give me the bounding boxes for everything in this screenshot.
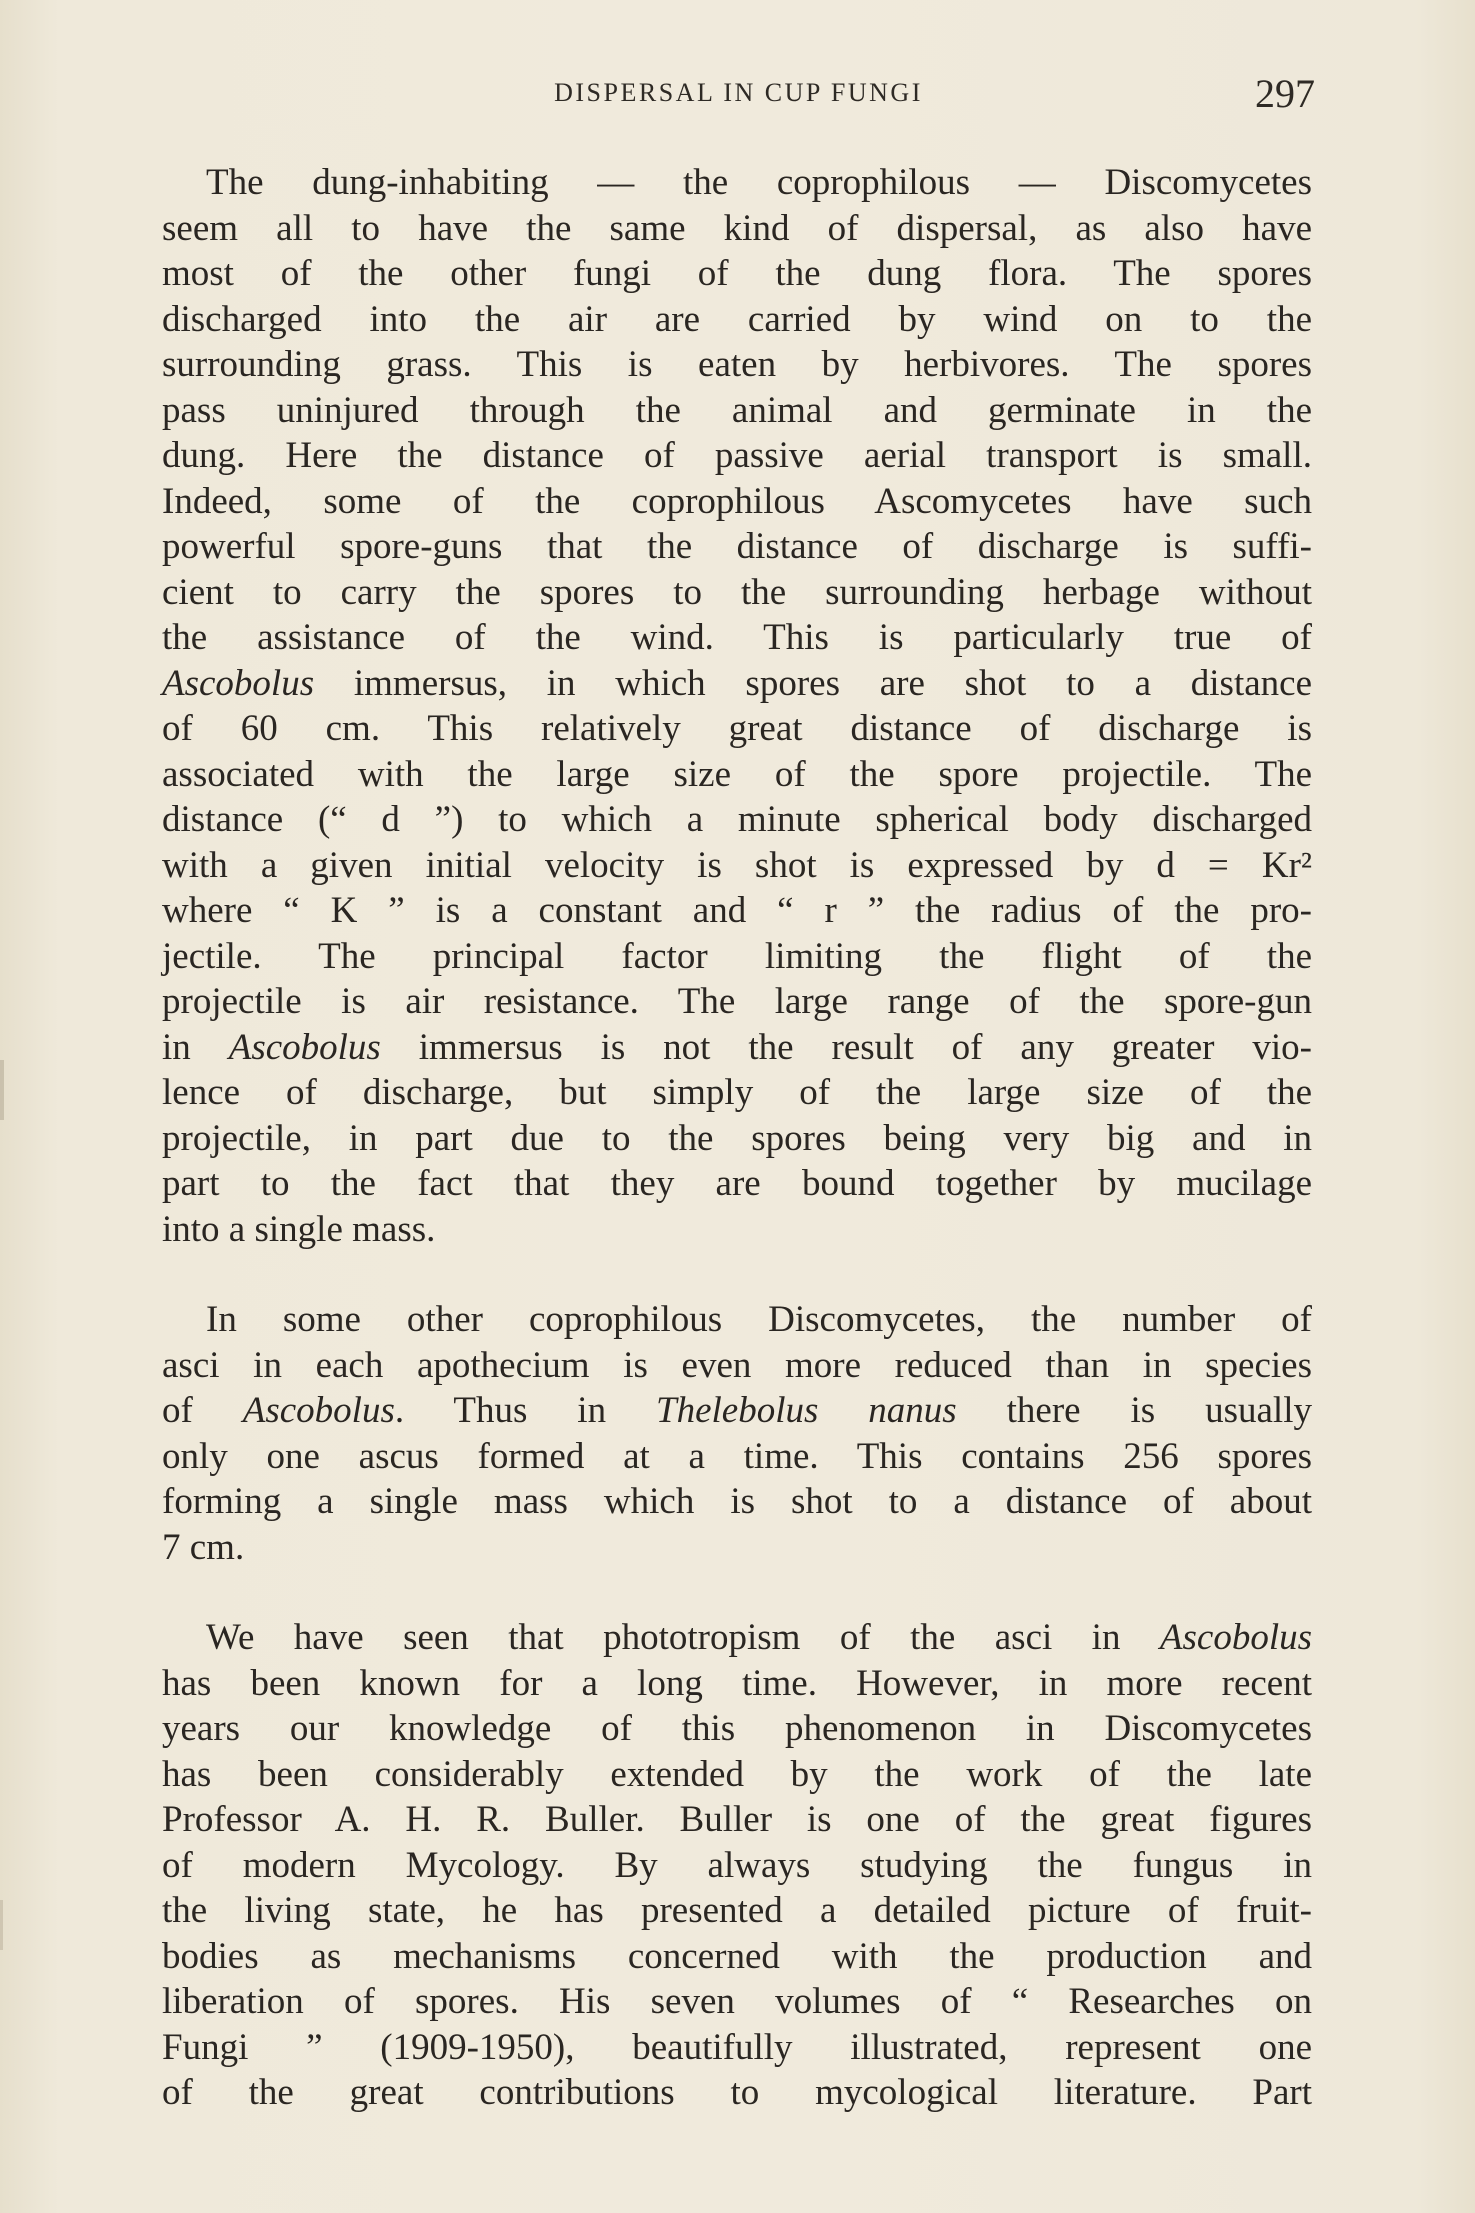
- text-line: surrounding grass. This is eaten by herbivores. The spores: [162, 344, 1312, 385]
- text-line: Fungi ” (1909-1950), beautifully illustrated, represent one: [162, 2026, 1312, 2068]
- paragraph-2: [162, 1297, 1312, 1570]
- paragraph-1: [162, 160, 1312, 1252]
- text-line: of Ascobolus. Thus in Thelebolus nanus there is usually: [162, 1390, 1312, 1431]
- text-line: asci in each apothecium is even more reduced than in species: [162, 1344, 1312, 1386]
- text-line: Indeed, some of the coprophilous Ascomycetes have such: [162, 480, 1312, 522]
- text-line: the living state, he has presented a detailed picture of fruit-: [162, 1890, 1312, 1931]
- text-line: with a given initial velocity is shot is expressed by d = Kr²: [162, 844, 1312, 886]
- text-line: forming a single mass which is shot to a distance of about: [162, 1481, 1312, 1522]
- text-line: years our knowledge of this phenomenon in Discomycetes: [162, 1708, 1312, 1749]
- text-line: of modern Mycology. By always studying the fungus in: [162, 1844, 1312, 1886]
- text-line: where “ K ” is a constant and “ r ” the radius of the pro-: [162, 890, 1312, 931]
- text-line: discharged into the air are carried by wind on to the: [162, 298, 1312, 340]
- text-line: has been known for a long time. However, in more recent: [162, 1662, 1312, 1704]
- text-line: projectile is air resistance. The large range of the spore-gun: [162, 981, 1312, 1022]
- text-line: In some other coprophilous Discomycetes, the number of: [206, 1299, 1312, 1340]
- text-line: associated with the large size of the spore projectile. The: [162, 753, 1312, 795]
- binding-shadow: [0, 1060, 4, 1120]
- text-line: seem all to have the same kind of dispersal, as also have: [162, 207, 1312, 249]
- text-line: into a single mass.: [162, 1208, 436, 1250]
- text-line: distance (“ d ”) to which a minute spherical body discharged: [162, 799, 1312, 840]
- text-line: liberation of spores. His seven volumes of “ Researches on: [162, 1981, 1312, 2022]
- text-line: Ascobolus immersus, in which spores are shot to a distance: [162, 662, 1312, 704]
- text-line: jectile. The principal factor limiting the flight of the: [162, 935, 1312, 977]
- text-line: Professor A. H. R. Buller. Buller is one of the great figures: [162, 1799, 1312, 1840]
- text-line: dung. Here the distance of passive aerial transport is small.: [162, 435, 1312, 476]
- text-line: lence of discharge, but simply of the large size of the: [162, 1072, 1312, 1113]
- text-line: most of the other fungi of the dung flora. The spores: [162, 253, 1312, 294]
- text-line: of 60 cm. This relatively great distance of discharge is: [162, 708, 1312, 749]
- text-line: pass uninjured through the animal and germinate in the: [162, 389, 1312, 431]
- text-line: The dung-inhabiting — the coprophilous — Discomycetes: [206, 162, 1312, 203]
- text-line: of the great contributions to mycological literature. Part: [162, 2072, 1312, 2113]
- binding-shadow: [0, 1900, 3, 1950]
- text-line: bodies as mechanisms concerned with the production and: [162, 1935, 1312, 1977]
- paragraph-3: [162, 1615, 1312, 2116]
- text-line: part to the fact that they are bound together by mucilage: [162, 1163, 1312, 1204]
- text-line: the assistance of the wind. This is particularly true of: [162, 617, 1312, 658]
- running-head: DISPERSAL IN CUP FUNGI: [554, 78, 923, 107]
- text-line: 7 cm.: [162, 1526, 245, 1568]
- text-line: cient to carry the spores to the surrounding herbage without: [162, 571, 1312, 613]
- text-line: in Ascobolus immersus is not the result of any greater vio-: [162, 1026, 1313, 1068]
- text-line: only one ascus formed at a time. This contains 256 spores: [162, 1435, 1312, 1477]
- text-line: projectile, in part due to the spores being very big and in: [162, 1117, 1312, 1159]
- text-line: powerful spore-guns that the distance of discharge is suffi-: [162, 526, 1312, 567]
- text-line: has been considerably extended by the work of the late: [162, 1753, 1312, 1795]
- text-line: We have seen that phototropism of the asci in Ascobolus: [206, 1617, 1312, 1658]
- page-header: [162, 70, 1315, 120]
- page-number: 297: [1255, 71, 1315, 116]
- body-text: [162, 160, 1312, 2116]
